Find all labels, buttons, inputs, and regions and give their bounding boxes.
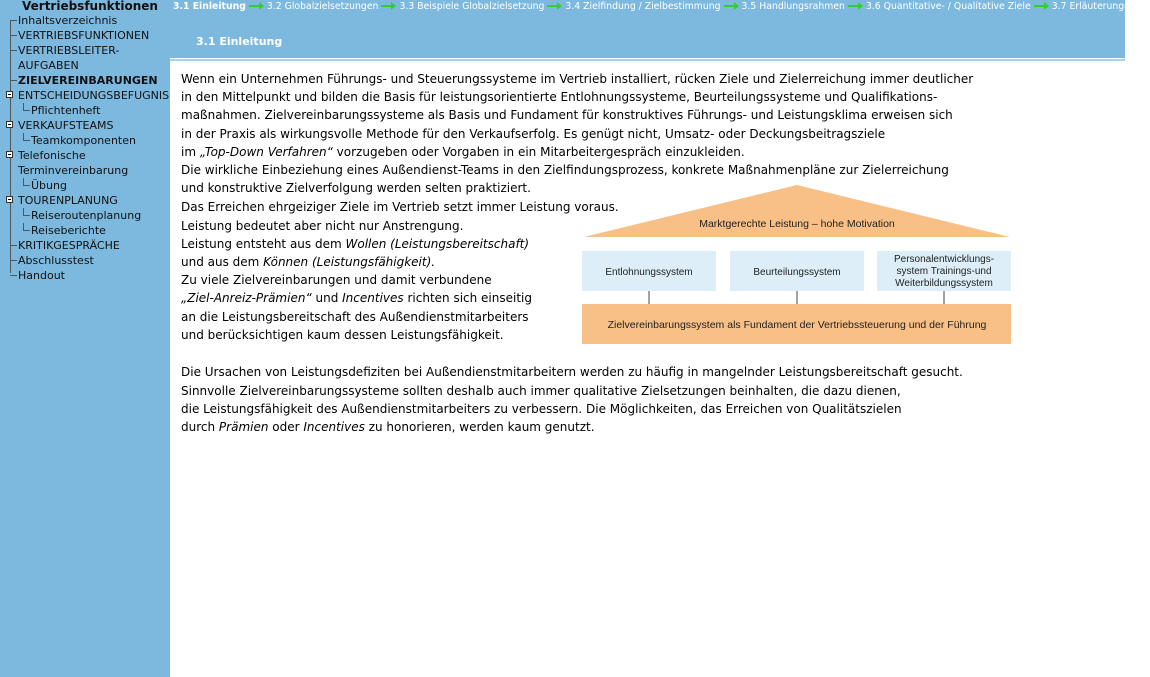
text-fragment-italic: Incentives [342,291,404,306]
crumb-beispiele[interactable]: 3.3 Beispiele Globalzielsetzung [399,1,545,12]
sidebar-item-label: ZIELVEREINBARUNGEN [18,74,158,87]
text-line: Sinnvolle Zielvereinbarungssysteme sollten deshalb auch immer qualitative Zielsetzungen beinhalten, die dazu dienen, [181,383,901,398]
text-fragment: oder [268,420,304,435]
sidebar-item-reiseberichte[interactable] [0,223,170,238]
arrow-right-icon [381,2,396,10]
sidebar-item-label: VERTRIEBSFUNKTIONEN [18,29,150,42]
collapse-toggle-icon[interactable] [6,121,13,128]
arrow-right-icon [249,2,264,10]
text-line [181,418,1111,436]
text-fragment: vorzugeben oder Vorgaben in ein Mitarbeitergespräch einzukleiden. [336,144,745,159]
diagram-roof-label: Marktgerechte Leistung – hohe Motivation [699,218,895,231]
text-line: Die wirkliche Einbeziehung eines Außendienst-Teams in den Zielfindungsprozess, konkrete Maßnahmenpläne zur Zielerreichung [181,163,949,178]
text-line [181,253,641,271]
text-fragment-italic: „Ziel-Anreiz-Prämien“ [181,291,312,306]
crumb-quantitative-qualitative[interactable]: 3.6 Quantitative- / Qualitative Ziele [865,1,1031,12]
text-line: Die Ursachen von Leistungsdefiziten bei Außendienstmitarbeitern werden zu häufig in mangelnder Leistungsbereitschaft gesucht. [181,365,963,380]
sidebar-item-label: Terminvereinbarung [18,164,129,177]
sidebar-item-entscheidungsbefugnis[interactable] [0,88,170,103]
crumb-globalzielsetzungen[interactable]: 3.2 Globalzielsetzungen [266,1,379,12]
header-bar [170,0,1150,58]
diagram-pillar-2-label: Beurteilungssystem [753,267,841,279]
collapse-toggle-icon[interactable] [6,196,13,203]
text-fragment: und aus dem [181,255,264,270]
arrow-right-icon [848,2,863,10]
sidebar-item-uebung[interactable] [0,178,170,193]
text-line: maßnahmen. Zielvereinbarungssysteme als Basis und Fundament für konstruktives Führungs- und Leistungsklima erweisen sich [181,108,953,123]
crumb-handlungsrahmen[interactable]: 3.5 Handlungsrahmen [741,1,845,12]
sidebar-item-abschlusstest[interactable] [0,253,170,268]
text-line: an die Leistungsbereitschaft des Außendienstmitarbeiters [181,309,529,324]
sidebar-item-zielvereinbarungen[interactable] [0,73,170,88]
text-fragment-italic: Prämien [218,420,269,435]
sidebar-item-label: Reiseberichte [31,224,106,237]
diagram-pillar-3-label-line2: system Trainings-und [896,266,992,278]
text-line: und konstruktive Zielverfolgung werden selten praktiziert. [181,181,531,196]
sidebar-item-label: VERTRIEBSLEITER- [18,44,120,57]
sidebar-title: Vertriebsfunktionen [22,0,158,13]
sidebar-item-terminvereinbarung[interactable] [0,163,170,178]
text-fragment: im [181,144,200,159]
main-content [181,70,1111,436]
sidebar-item-label: Inhaltsverzeichnis [18,14,118,27]
text-fragment: zu honorieren, werden kaum genutzt. [364,420,595,435]
diagram-foundation-label: Zielvereinbarungssystem als Fundament der Vertriebssteuerung und der Führung [607,319,987,332]
text-line [181,235,641,253]
sidebar-item-label: Abschlusstest [18,254,94,267]
text-fragment-italic: „Top-Down Verfahren“ [199,144,333,159]
sidebar-item-inhaltsverzeichnis[interactable] [0,13,170,28]
left-text-column [181,198,641,344]
sidebar-item-label: VERKAUFSTEAMS [18,119,114,132]
arrow-right-icon [724,2,739,10]
text-and-diagram-section [181,197,1111,363]
sidebar-item-label: Teamkomponenten [31,134,136,147]
text-line [181,289,641,307]
text-fragment-italic: Incentives [303,420,365,435]
text-fragment: richten sich einseitig [403,291,532,306]
sidebar-item-label: Reiseroutenplanung [31,209,142,222]
text-line [181,143,1111,161]
text-line: Zu viele Zielvereinbarungen und damit verbundene [181,273,492,288]
text-line: Leistung bedeutet aber nicht nur Anstrengung. [181,218,464,233]
sidebar-item-vertriebsleiter[interactable] [0,43,170,58]
text-fragment-italic: Können (Leistungsfähigkeit). [263,255,436,270]
text-fragment-italic: Wollen (Leistungsbereitschaft) [345,236,530,251]
text-line: und berücksichtigen kaum dessen Leistungsfähigkeit. [181,327,504,342]
sidebar-item-kritikgespraeche[interactable] [0,238,170,253]
sidebar-item-reiseroutenplanung[interactable] [0,208,170,223]
sidebar-item-teamkomponenten[interactable] [0,133,170,148]
sidebar-item-label: Telefonische [18,149,86,162]
sidebar-item-telefonische[interactable] [0,148,170,163]
diagram-pillar-3-label-line3: Weiterbildungssystem [895,278,993,290]
sidebar-item-vertriebsfunktionen[interactable] [0,28,170,43]
breadcrumb [173,0,1150,14]
text-line: in der Praxis als wirkungsvolle Methode für den Verkaufserfolg. Es genügt nicht, Umsatz- oder Deckungsbeitragsziele [181,126,886,141]
sidebar-item-label: Pflichtenheft [31,104,101,117]
diagram-pillar-1-label: Entlohnungssystem [605,267,693,279]
collapse-toggle-icon[interactable] [6,151,13,158]
text-fragment: durch [181,420,219,435]
sidebar-item-label: KRITIKGESPRÄCHE [18,239,120,252]
sidebar-item-handout[interactable] [0,268,170,283]
sidebar-navigation [0,0,170,677]
text-fragment: Leistung entsteht aus dem [181,236,346,251]
sidebar-item-pflichtenheft[interactable] [0,103,170,118]
text-fragment: und [311,291,343,306]
intro-paragraph [181,70,1111,197]
page-title: 3.1 Einleitung [196,35,283,48]
text-line: in den Mittelpunkt und bilden die Basis für leistungsorientierte Entlohnungssysteme, Beurteilungssysteme und Qualifikations- [181,90,938,105]
crumb-erlaeuterungen[interactable]: 3.7 Erläuterungen zu [1051,1,1150,12]
divider [170,59,1125,61]
arrow-right-icon [1034,2,1049,10]
sidebar-item-label: Handout [18,269,65,282]
crumb-einleitung[interactable]: 3.1 Einleitung [173,1,246,12]
diagram-pillar-3-label-line1: Personalentwicklungs- [893,254,995,266]
text-line: die Leistungsfähigkeit des Außendienstmitarbeiters zu verbessern. Die Möglichkeiten, das Erreichen von Qualitätszielen [181,401,902,416]
sidebar-item-verkaufsteams[interactable] [0,118,170,133]
sidebar-item-label: TOURENPLANUNG [18,194,118,207]
conclusion-paragraph [181,363,1111,436]
text-line: Wenn ein Unternehmen Führungs- und Steuerungssysteme im Vertrieb installiert, rücken Ziele und Zielerreichung immer deutlicher [181,72,974,86]
sidebar-item-label: ENTSCHEIDUNGSBEFUGNIS [18,89,170,102]
sidebar-item-label: AUFGABEN [18,59,79,72]
crumb-zielfindung[interactable]: 3.4 Zielfindung / Zielbestimmung [565,1,721,12]
collapse-toggle-icon[interactable] [6,91,13,98]
sidebar-item-tourenplanung[interactable] [0,193,170,208]
arrow-right-icon [547,2,562,10]
sidebar-item-label: Übung [31,179,67,192]
sidebar-item-aufgaben[interactable] [0,58,170,73]
performance-house-diagram [582,185,1012,345]
text-line: Das Erreichen ehrgeiziger Ziele im Vertrieb setzt immer Leistung voraus. [181,200,619,215]
